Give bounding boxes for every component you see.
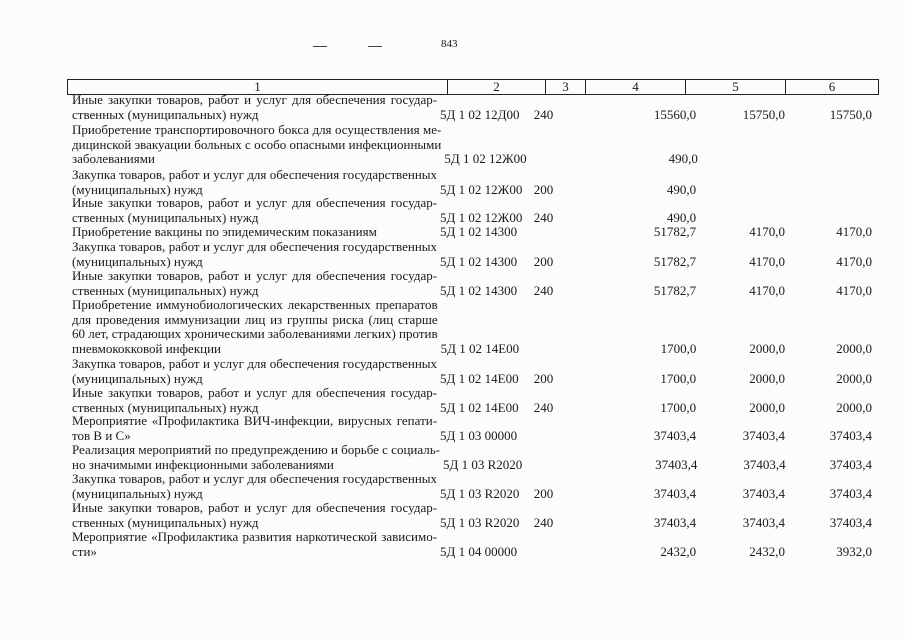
table-row — [72, 501, 872, 530]
description-line: тов В и С» — [72, 427, 131, 443]
description-line: ственных (муниципальных) нужд — [72, 106, 259, 122]
value-col4: 51782,7 — [653, 282, 697, 298]
budget-code: 5Д 1 03 00000 — [440, 427, 518, 443]
value-col4: 1700,0 — [660, 399, 697, 415]
header-cell: 3 — [546, 80, 586, 94]
table-row — [72, 123, 872, 167]
table-row — [72, 225, 872, 240]
value-col6: 37403,4 — [829, 514, 872, 530]
value-col5: 4170,0 — [749, 282, 786, 298]
row-description — [72, 414, 437, 443]
budget-code: 5Д 1 03 R2020 — [440, 485, 520, 501]
budget-code: 5Д 1 04 00000 — [440, 543, 518, 559]
value-col4: 51782,7 — [653, 253, 697, 269]
row-description — [72, 269, 437, 298]
row-description — [72, 443, 440, 472]
description-line: Закупка товаров, работ и услуг для обеспечения государственных — [72, 239, 438, 254]
value-col5: 2000,0 — [749, 399, 786, 415]
row-description — [72, 225, 437, 240]
description-line: 60 лет, страдающих хроническими заболеваниями легких) против — [72, 326, 438, 342]
expense-type: 200 — [533, 253, 554, 269]
value-col6: 3932,0 — [836, 543, 872, 559]
description-line: ственных (муниципальных) нужд — [72, 282, 259, 298]
value-col5: 4170,0 — [749, 224, 786, 239]
table-row — [72, 240, 872, 269]
header-cell: 6 — [828, 79, 836, 94]
row-description — [72, 530, 437, 559]
description-line: Приобретение вакцины по эпидемическим показаниям — [72, 224, 377, 239]
row-description — [72, 386, 437, 415]
description-line: Иные закупки товаров, работ и услуг для обеспечения государ- — [72, 500, 438, 515]
description-line: Закупка товаров, работ и услуг для обеспечения государственных — [72, 356, 438, 371]
description-line: ственных (муниципальных) нужд — [72, 209, 259, 225]
value-col5: 37403,4 — [742, 514, 786, 530]
description-line: (муниципальных) нужд — [72, 370, 203, 386]
value-col4: 2432,0 — [660, 543, 697, 559]
expense-type: 240 — [533, 106, 554, 122]
expense-type: 240 — [533, 282, 554, 298]
value-col6: 37403,4 — [829, 456, 873, 472]
budget-code: 5Д 1 02 14Е00 — [440, 399, 519, 415]
value-col6: 37403,4 — [829, 427, 872, 443]
description-line: пневмококковой инфекции — [72, 340, 222, 356]
row-description — [72, 472, 437, 501]
description-line: ственных (муниципальных) нужд — [72, 399, 259, 415]
table-row — [72, 298, 872, 356]
description-line: Мероприятие «Профилактика развития наркотической зависимо- — [72, 529, 438, 544]
budget-code: 5Д 1 02 14300 — [440, 224, 518, 239]
row-description — [72, 93, 437, 122]
budget-code: 5Д 1 02 14300 — [440, 253, 518, 269]
row-description — [72, 123, 441, 167]
description-line: (муниципальных) нужд — [72, 253, 203, 269]
value-col6: 4170,0 — [836, 224, 872, 239]
value-col6: 2000,0 — [836, 340, 872, 356]
description-line: Иные закупки товаров, работ и услуг для обеспечения государ- — [72, 268, 438, 283]
value-col6: 4170,0 — [836, 282, 872, 298]
description-line: (муниципальных) нужд — [72, 181, 203, 197]
value-col5: 2000,0 — [749, 340, 786, 356]
description-line: Закупка товаров, работ и услуг для обеспечения государственных — [72, 471, 438, 486]
table-row — [72, 168, 872, 197]
value-col5: 37403,4 — [742, 485, 786, 501]
expense-type: 200 — [533, 181, 554, 197]
table-row — [72, 386, 872, 415]
description-line: (муниципальных) нужд — [72, 485, 203, 501]
value-col4: 37403,4 — [653, 427, 697, 443]
table-row — [72, 530, 872, 559]
value-col5: 15750,0 — [742, 106, 786, 122]
value-col5: 2000,0 — [749, 370, 786, 386]
value-col4: 490,0 — [668, 151, 698, 167]
header-cell: 4 — [586, 80, 686, 94]
budget-code: 5Д 1 02 12Ж00 — [440, 181, 523, 197]
budget-code: 5Д 1 03 R2020 — [440, 514, 520, 530]
value-col6: 37403,4 — [829, 485, 872, 501]
description-line: Мероприятие «Профилактика ВИЧ-инфекции, вирусных гепати- — [72, 413, 438, 428]
expense-type: 240 — [533, 514, 554, 530]
budget-code: 5Д 1 03 R2020 — [443, 456, 523, 472]
row-description — [72, 501, 437, 530]
budget-code: 5Д 1 02 12Ж00 — [444, 151, 527, 167]
row-description — [72, 357, 437, 386]
header-cell: 2 — [448, 80, 546, 94]
expense-type: 200 — [533, 370, 554, 386]
value-col6: 4170,0 — [836, 253, 872, 269]
description-line: Иные закупки товаров, работ и услуг для обеспечения государ- — [72, 385, 438, 400]
description-line: заболеваниями — [72, 151, 155, 167]
header-cell: 1 — [68, 80, 448, 94]
expense-type: 240 — [533, 209, 554, 225]
row-description — [72, 168, 437, 197]
page-number: 843 — [441, 38, 458, 50]
value-col4: 15560,0 — [653, 106, 697, 122]
budget-code: 5Д 1 02 14Е00 — [440, 340, 520, 356]
value-col4: 490,0 — [666, 209, 697, 225]
expense-type: 200 — [533, 485, 554, 501]
description-line: Иные закупки товаров, работ и услуг для обеспечения государ- — [72, 92, 438, 107]
value-col4: 37403,4 — [653, 514, 697, 530]
value-col6: 2000,0 — [836, 370, 872, 386]
budget-code: 5Д 1 02 12Д00 — [440, 106, 520, 122]
table-row — [72, 414, 872, 443]
table-row — [72, 93, 872, 122]
description-line: Иные закупки товаров, работ и услуг для обеспечения государ- — [72, 195, 438, 210]
table-row — [72, 196, 872, 225]
description-line: Приобретение иммунобиологических лекарственных препаратов — [72, 297, 438, 312]
table-row — [72, 472, 872, 501]
value-col4: 1700,0 — [660, 340, 697, 356]
description-line: но значимыми инфекционными заболеваниями — [72, 456, 334, 472]
value-col4: 51782,7 — [653, 224, 697, 239]
row-description — [72, 240, 437, 269]
value-col6: 15750,0 — [829, 106, 872, 122]
description-line: дицинской эвакуации больных с особо опасными инфекционными — [72, 136, 442, 152]
budget-code: 5Д 1 02 14Е00 — [440, 370, 519, 386]
value-col5: 37403,4 — [743, 456, 786, 472]
value-col4: 490,0 — [666, 181, 697, 197]
value-col5: 2432,0 — [749, 543, 786, 559]
value-col4: 1700,0 — [660, 370, 697, 386]
row-description — [72, 196, 437, 225]
value-col5: 37403,4 — [742, 427, 786, 443]
expense-type: 240 — [533, 399, 554, 415]
description-line: Реализация мероприятий по предупреждению и борьбе с социаль- — [72, 442, 440, 457]
value-col4: 37403,4 — [653, 485, 697, 501]
value-col5: 4170,0 — [749, 253, 786, 269]
table-row — [72, 269, 872, 298]
value-col6: 2000,0 — [836, 399, 872, 415]
header-cell: 5 — [686, 80, 786, 94]
description-line: Приобретение транспортировочного бокса для осуществления ме- — [72, 122, 442, 137]
description-line: ственных (муниципальных) нужд — [72, 514, 259, 530]
scan-mark — [313, 46, 327, 47]
description-line: Закупка товаров, работ и услуг для обеспечения государственных — [72, 167, 438, 182]
value-col4: 37403,4 — [655, 456, 698, 472]
row-description — [72, 298, 438, 356]
table-row — [72, 443, 872, 472]
description-line: сти» — [72, 543, 97, 559]
budget-code: 5Д 1 02 12Ж00 — [440, 209, 523, 225]
table-row — [72, 357, 872, 386]
scan-mark — [368, 46, 382, 47]
budget-code: 5Д 1 02 14300 — [440, 282, 518, 298]
description-line: для проведения иммунизации лиц из группы риска (лиц старше — [72, 311, 438, 327]
